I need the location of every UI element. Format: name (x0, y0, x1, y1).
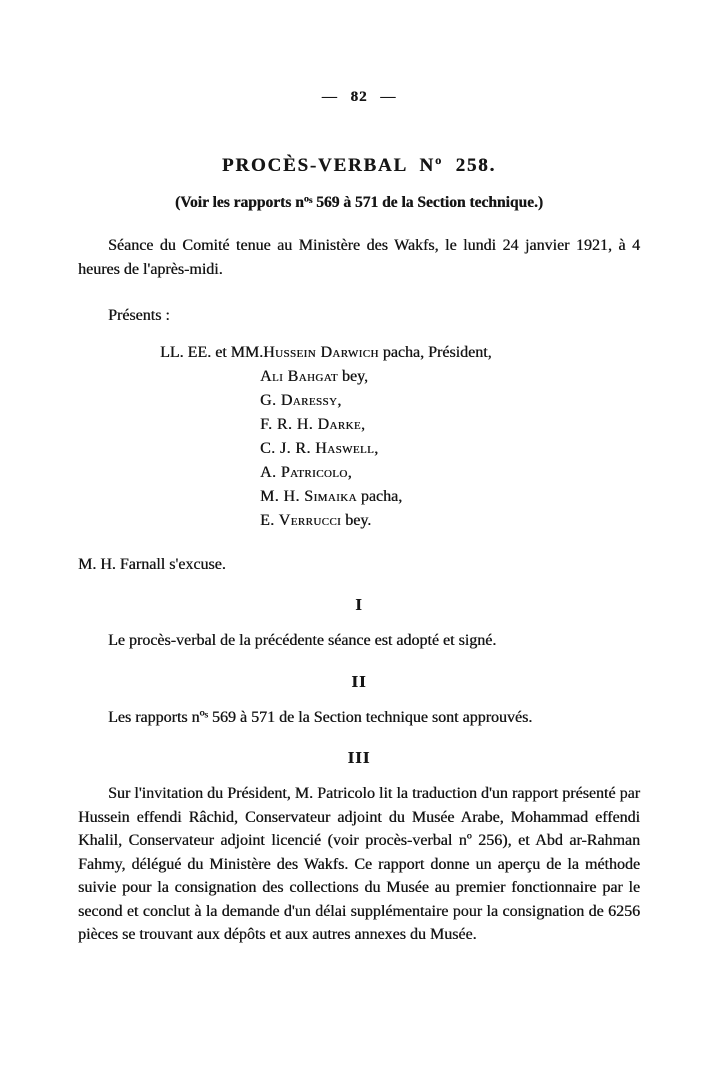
attendee-suffix: pacha, (356, 487, 403, 505)
attendee-row (160, 437, 640, 461)
attendee-name: M. H. Simaika (260, 487, 357, 505)
attendee-prefix (160, 509, 260, 533)
attendee-entry (260, 365, 368, 389)
attendee-name: A. Patricolo (260, 463, 348, 481)
attendee-row (160, 413, 640, 437)
attendee-prefix (160, 461, 260, 485)
attendee-row (160, 365, 640, 389)
attendee-suffix: pacha, Président, (378, 343, 492, 361)
intro-paragraph: Séance du Comité tenue au Ministère des Wakfs, le lundi 24 janvier 1921, à 4 heures de l'après-midi. (78, 237, 640, 278)
attendee-row (160, 509, 640, 533)
attendees-list (160, 341, 640, 533)
attendee-entry (260, 509, 371, 533)
section-text-1: Le procès-verbal de la précédente séance est adopté et signé. (108, 632, 497, 649)
page-number: — 82 — (321, 89, 397, 105)
attendee-suffix: bey. (341, 511, 372, 529)
attendee-entry (260, 389, 341, 413)
attendee-suffix: bey, (337, 367, 368, 385)
attendee-name: Hussein Darwich (263, 343, 379, 361)
attendee-row (160, 461, 640, 485)
attendee-prefix (160, 413, 260, 437)
section-numeral-3: III (347, 748, 371, 767)
attendee-prefix (160, 437, 260, 461)
attendee-suffix: , (360, 415, 365, 433)
attendee-suffix: , (347, 463, 352, 481)
attendee-name: G. Daressy (260, 391, 338, 409)
attendee-row (160, 485, 640, 509)
section-text-3: Sur l'invitation du Président, M. Patricolo lit la traduction d'un rapport présenté par Hussein effendi Râchid, Conservateur adjoint du Musée Arabe, Mohammad effendi Khalil, Conservateur adjoint licencié (voir procès-verbal nº 256), et Abd ar-Rahman Fahmy, délégué du Ministère des Wakfs. Ce rapport donne un aperçu de la méthode suivie pour la consignation des collections du Musée au premier fonctionnaire par le second et conclut à la demande d'un délai supplémentaire pour la consignation de 6256 pièces se trouvant aux dépôts et aux autres annexes du Musée. (78, 785, 640, 943)
page-content (0, 88, 720, 947)
section-numeral-1: I (355, 595, 363, 614)
attendee-entry (260, 413, 365, 437)
doc-title: PROCÈS-VERBAL Nº 258. (221, 155, 497, 176)
attendee-prefix (160, 365, 260, 389)
attendee-entry (260, 437, 378, 461)
attendee-prefix (160, 485, 260, 509)
excuse-line: M. H. Farnall s'excuse. (78, 555, 226, 573)
attendee-prefix (160, 389, 260, 413)
attendee-row (160, 389, 640, 413)
doc-subtitle: (Voir les rapports nºˢ 569 à 571 de la Section technique.) (174, 194, 543, 211)
section-numeral-2: II (351, 671, 367, 691)
presents-label: Présents : (108, 307, 170, 324)
attendee-prefix: LL. EE. et MM. (160, 343, 264, 361)
attendee-entry (263, 341, 491, 365)
attendee-name: Ali Bahgat (260, 367, 338, 385)
attendee-name: C. J. R. Haswell (260, 439, 375, 457)
attendee-entry (260, 461, 352, 485)
attendee-name: E. Verrucci (260, 511, 342, 529)
section-text-2: Les rapports nºˢ 569 à 571 de la Section technique sont approuvés. (108, 708, 533, 726)
attendee-suffix: , (337, 391, 342, 409)
attendee-name: F. R. H. Darke (260, 415, 361, 433)
attendee-entry (260, 485, 402, 509)
attendee-suffix: , (374, 439, 379, 457)
attendee-row (160, 341, 640, 365)
